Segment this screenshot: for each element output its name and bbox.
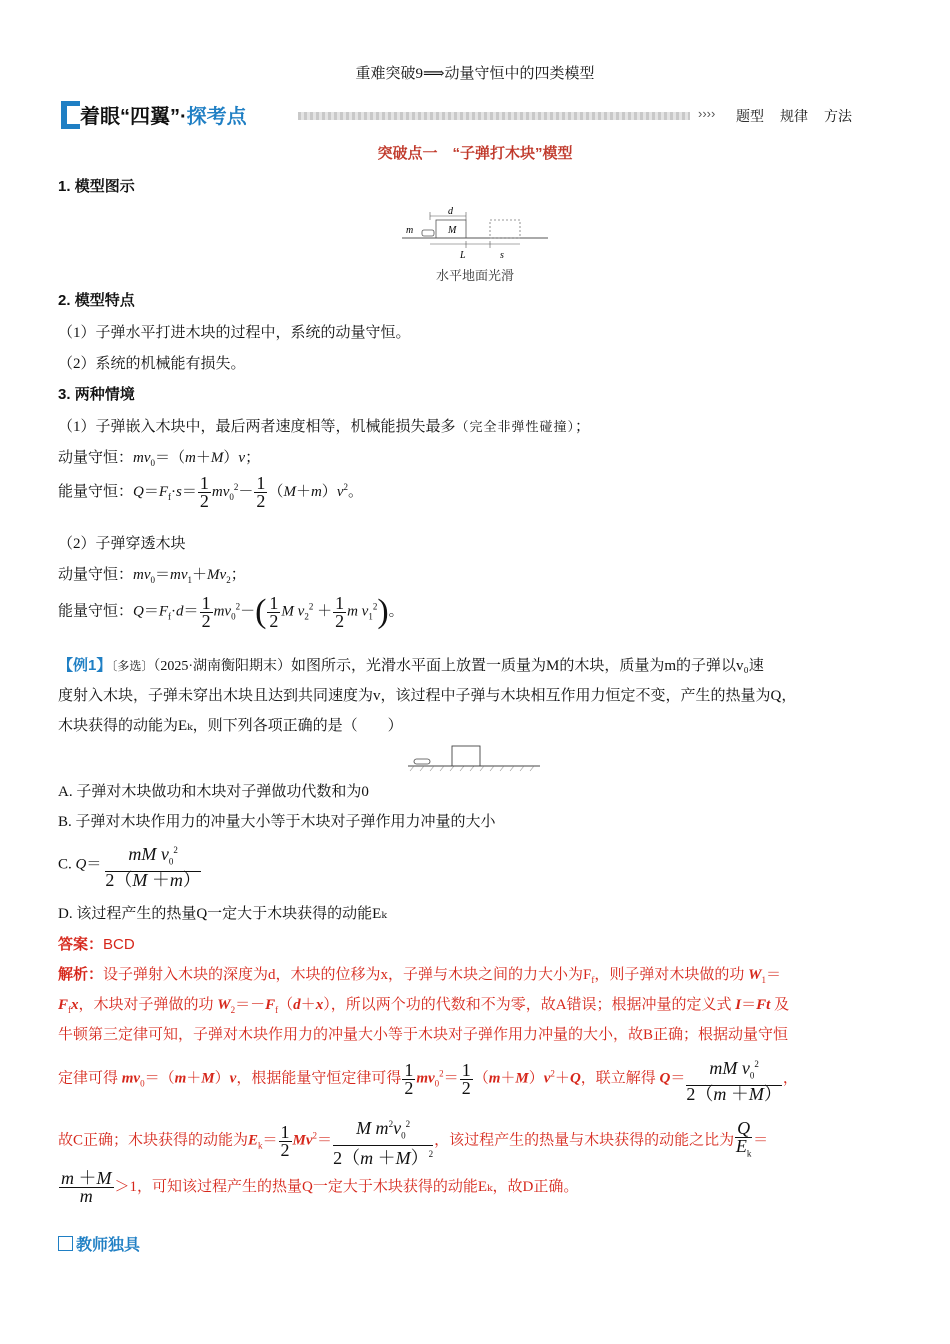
banner-text-1: 着眼“四翼” bbox=[80, 106, 180, 128]
analysis-line-6: $\frac{m +M}{m}$ ＞1，可知该过程产生的热量Q一定大于木块获得的动能Eₖ，故D正确。 bbox=[61, 1168, 579, 1206]
analysis-line-4: 定律可得 $mv_0=(m+M)v$，根据能量守恒定律可得 $\frac{1}{2}$ $mv_0^2=$ $\frac{1}{2}$ $(m+M)v^2+Q$，联立解得 Q＝ $\frac{mM v_0^2}{2(m +M)}$ ， bbox=[58, 1058, 798, 1104]
page-title: 重难突破9⟹动量守恒中的四类模型 bbox=[355, 66, 595, 82]
fig-label-d: d bbox=[448, 206, 453, 217]
section-title: 突破点一 “子弹打木块”模型 bbox=[377, 145, 573, 162]
case1-energy: 能量守恒：$Q=F_f\cdot s=$ $\frac{1}{2}$ $mv_0^2-$ $\frac{1}{2}$ $(M+m)v^2$。 bbox=[58, 473, 363, 511]
case2-momentum: 动量守恒：$mv_0=mv_1+Mv_2$； bbox=[58, 567, 246, 585]
analysis-line-3: 牛顿第三定律可知，子弹对木块作用力的冲量大小等于木块对子弹作用力冲量的大小，故B正确；根据动量守恒 bbox=[58, 1027, 789, 1043]
checkbox-icon bbox=[58, 1236, 73, 1251]
case1-intro: （1）子弹嵌入木块中，最后两者速度相等，机械能损失最多（完全非弹性碰撞）； bbox=[58, 419, 591, 435]
case2-intro: （2）子弹穿透木块 bbox=[58, 536, 186, 552]
heading-two-cases: 3. 两种情境 bbox=[58, 386, 135, 403]
bullet-block-diagram bbox=[400, 204, 550, 264]
banner-dot: · bbox=[180, 106, 187, 128]
option-d: D. 该过程产生的热量Q一定大于木块获得的动能Eₖ bbox=[58, 906, 387, 922]
example-line-1: 【例1】〔多选〕（2025·湖南衡阳期末）如图所示，光滑水平面上放置一质量为M的木块，质量为m的子弹以v₀速 bbox=[58, 657, 764, 674]
figure-caption: 水平地面光滑 bbox=[435, 268, 514, 283]
analysis-line-2: $F_fx$，木块对子弹做的功 $W_2=-F_f(d+x)$，所以两个功的代数和不为零，故A错误；根据冲量的定义式 I＝Ft 及 bbox=[58, 997, 790, 1015]
case2-energy: 能量守恒：$Q=F_f\cdot d=$ $\frac{1}{2}$ $mv_0^2-$( $\frac{1}{2}$ M $v_2^2$ ＋ $\frac{1}{2}$ m $v_1^2$)。 bbox=[58, 592, 404, 631]
banner-arrows: ›››› bbox=[698, 106, 716, 121]
case1-momentum: 动量守恒：$mv_0=(m+M)v$； bbox=[58, 450, 261, 468]
nav-item-rules: 规律 bbox=[780, 108, 808, 124]
example-line-2: 度射入木块，子弹未穿出木块且达到共同速度为v，该过程中子弹与木块相互作用力恒定不变，产生的热量为Q， bbox=[58, 688, 797, 704]
feature-2: （2）系统的机械能有损失。 bbox=[58, 356, 246, 372]
example-line-3: 木块获得的动能为Eₖ，则下列各项正确的是（ ） bbox=[58, 718, 403, 734]
option-b: B. 子弹对木块作用力的冲量大小等于木块对子弹作用力冲量的大小 bbox=[58, 814, 496, 830]
answer: 答案：BCD bbox=[58, 936, 135, 953]
heading-model-features: 2. 模型特点 bbox=[58, 292, 135, 309]
example-diagram bbox=[408, 744, 544, 774]
fig-label-L: L bbox=[460, 250, 466, 261]
banner-text-2: 探考点 bbox=[186, 106, 247, 128]
option-a: A. 子弹对木块做功和木块对子弹做功代数和为0 bbox=[58, 784, 369, 800]
teacher-section: 教师独具 bbox=[58, 1232, 140, 1255]
option-c: C. Q＝ $\frac{mM v_0^2}{2(M +m)}$ bbox=[58, 844, 201, 890]
fig-label-M: M bbox=[448, 225, 457, 236]
analysis-line-1: 解析：设子弹射入木块的深度为d，木块的位移为x，子弹与木块之间的力大小为$F_f$，则子弹对木块做的功 $W_1=$ bbox=[58, 966, 781, 985]
section-banner bbox=[58, 96, 898, 136]
analysis-line-5: 故C正确；木块获得的动能为$E_k=$ $\frac{1}{2}$ $Mv^2=$ $\frac{M m^2v_0^2}{2(m +M)^2}$ ，该过程产生的热量与木块获得的动能之比为 $\frac{Q}{E_k}$ ＝ bbox=[58, 1118, 769, 1168]
fig-label-m: m bbox=[406, 225, 414, 236]
nav-item-types: 题型 bbox=[736, 108, 764, 124]
heading-model-figure: 1. 模型图示 bbox=[58, 178, 135, 195]
nav-item-methods: 方法 bbox=[824, 108, 852, 124]
fig-label-s: s bbox=[500, 250, 504, 261]
banner-stripe bbox=[298, 112, 690, 120]
feature-1: （1）子弹水平打进木块的过程中，系统的动量守恒。 bbox=[58, 325, 411, 341]
